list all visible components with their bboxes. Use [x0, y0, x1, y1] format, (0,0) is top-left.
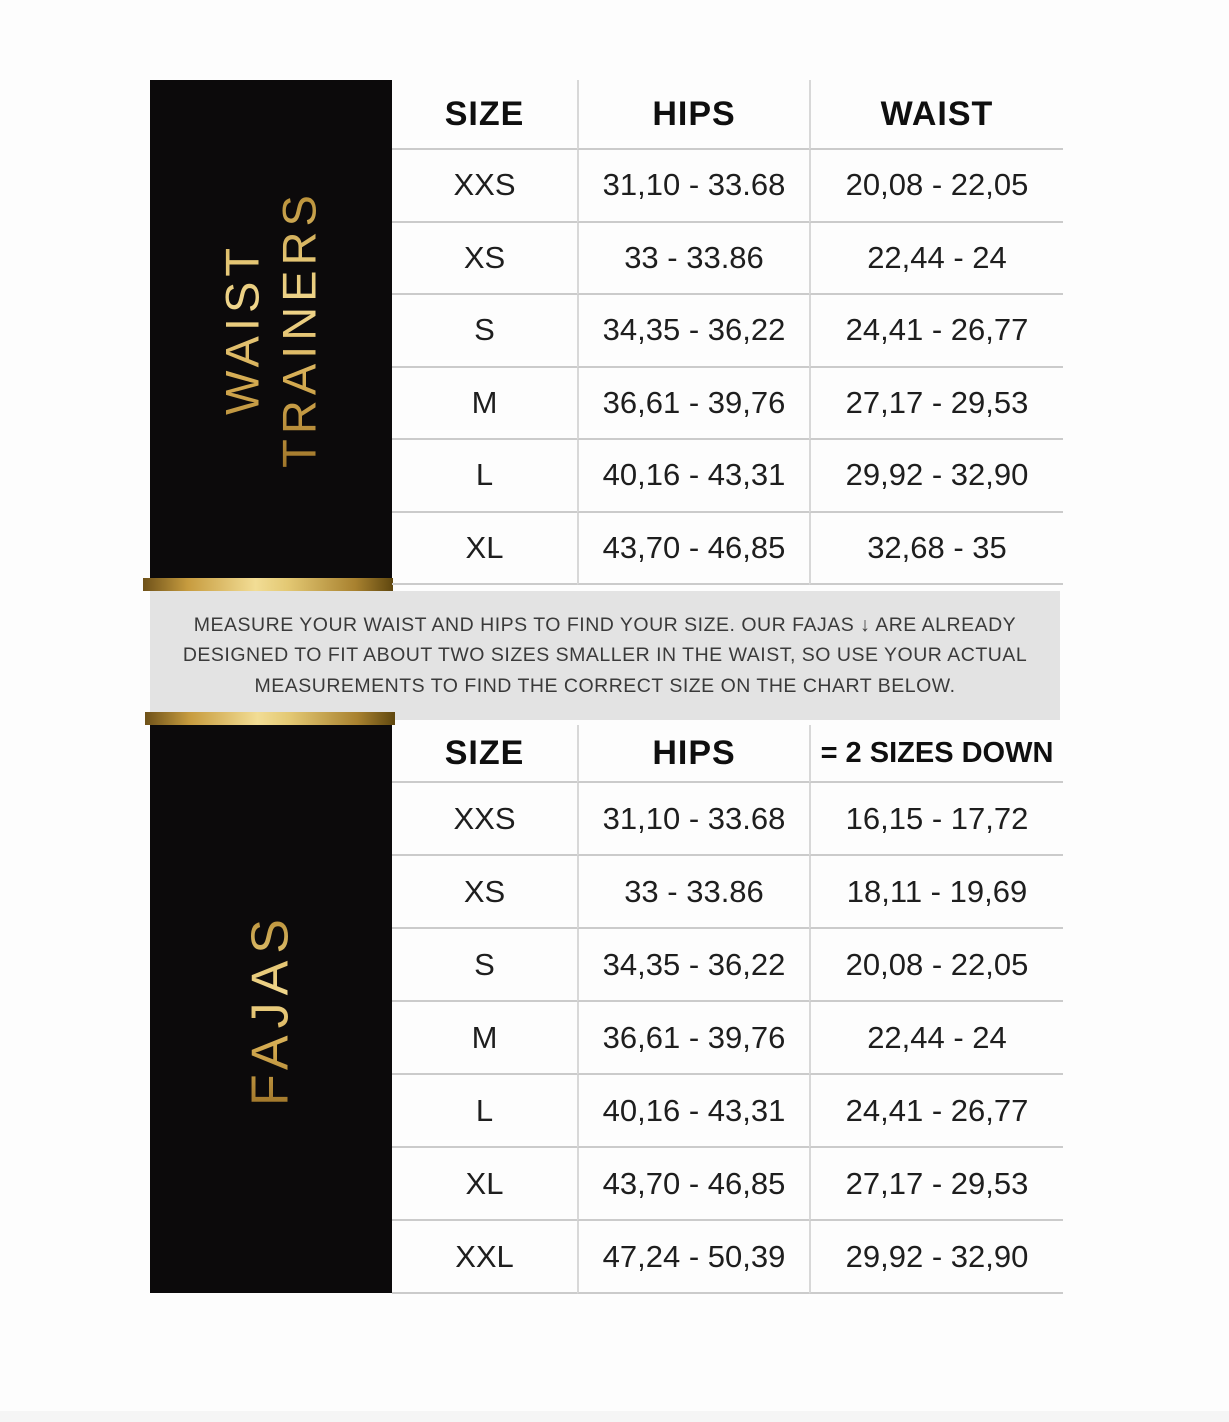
- column-header-hips: HIPS: [577, 725, 809, 783]
- waist-value: 20,08 - 22,05: [809, 929, 1063, 1002]
- fajas-banner: [150, 725, 392, 1293]
- size-value: M: [392, 368, 577, 441]
- size-value: S: [392, 929, 577, 1002]
- waist-value: 24,41 - 26,77: [809, 1075, 1063, 1148]
- footer-strip: [0, 1411, 1229, 1422]
- fajas-banner-label: FAJAS: [239, 912, 302, 1106]
- hips-value: 36,61 - 39,76: [577, 1002, 809, 1075]
- waist-value: 27,17 - 29,53: [809, 1148, 1063, 1221]
- waist-value: 20,08 - 22,05: [809, 150, 1063, 223]
- waist-value: 24,41 - 26,77: [809, 295, 1063, 368]
- hips-value: 40,16 - 43,31: [577, 1075, 809, 1148]
- size-value: XXL: [392, 1221, 577, 1294]
- waist-trainers-banner: [150, 80, 392, 578]
- size-value: S: [392, 295, 577, 368]
- hips-value: 33 - 33.86: [577, 856, 809, 929]
- size-value: L: [392, 440, 577, 513]
- column-header-hips: HIPS: [577, 80, 809, 150]
- waist-value: 32,68 - 35: [809, 513, 1063, 586]
- waist-value: 29,92 - 32,90: [809, 1221, 1063, 1294]
- gold-divider-top: [143, 578, 393, 591]
- waist-value: 22,44 - 24: [809, 1002, 1063, 1075]
- waist-value: 16,15 - 17,72: [809, 783, 1063, 856]
- waist-value: 27,17 - 29,53: [809, 368, 1063, 441]
- size-value: XL: [392, 513, 577, 586]
- banner-line-trainers: TRAINERS: [273, 190, 326, 468]
- banner-line-waist: WAIST: [215, 242, 269, 416]
- column-header-two-sizes-down: = 2 SIZES DOWN: [809, 725, 1063, 783]
- hips-value: 34,35 - 36,22: [577, 295, 809, 368]
- hips-value: 31,10 - 33.68: [577, 783, 809, 856]
- size-value: XL: [392, 1148, 577, 1221]
- waist-trainers-banner-label: [214, 190, 329, 468]
- hips-value: 33 - 33.86: [577, 223, 809, 296]
- waist-value: 29,92 - 32,90: [809, 440, 1063, 513]
- column-header-size: SIZE: [392, 725, 577, 783]
- size-value: XXS: [392, 783, 577, 856]
- waist-value: 22,44 - 24: [809, 223, 1063, 296]
- hips-value: 43,70 - 46,85: [577, 1148, 809, 1221]
- waist-trainers-size-table: [392, 80, 1063, 585]
- hips-value: 43,70 - 46,85: [577, 513, 809, 586]
- size-value: XS: [392, 856, 577, 929]
- fajas-size-table: [392, 725, 1063, 1294]
- notice-line: MEASUREMENTS TO FIND THE CORRECT SIZE ON THE CHART BELOW.: [254, 674, 956, 697]
- hips-value: 34,35 - 36,22: [577, 929, 809, 1002]
- size-value: XS: [392, 223, 577, 296]
- waist-value: 18,11 - 19,69: [809, 856, 1063, 929]
- gold-divider-bottom: [145, 712, 395, 725]
- size-value: M: [392, 1002, 577, 1075]
- hips-value: 40,16 - 43,31: [577, 440, 809, 513]
- size-value: L: [392, 1075, 577, 1148]
- notice-line: DESIGNED TO FIT ABOUT TWO SIZES SMALLER IN THE WAIST, SO USE YOUR ACTUAL: [182, 644, 1028, 667]
- hips-value: 47,24 - 50,39: [577, 1221, 809, 1294]
- size-value: XXS: [392, 150, 577, 223]
- measurement-notice-banner: [150, 591, 1060, 720]
- notice-line: MEASURE YOUR WAIST AND HIPS TO FIND YOUR SIZE. OUR FAJAS ↓ ARE ALREADY: [193, 614, 1017, 637]
- hips-value: 31,10 - 33.68: [577, 150, 809, 223]
- column-header-size: SIZE: [392, 80, 577, 150]
- column-header-waist: WAIST: [809, 80, 1063, 150]
- hips-value: 36,61 - 39,76: [577, 368, 809, 441]
